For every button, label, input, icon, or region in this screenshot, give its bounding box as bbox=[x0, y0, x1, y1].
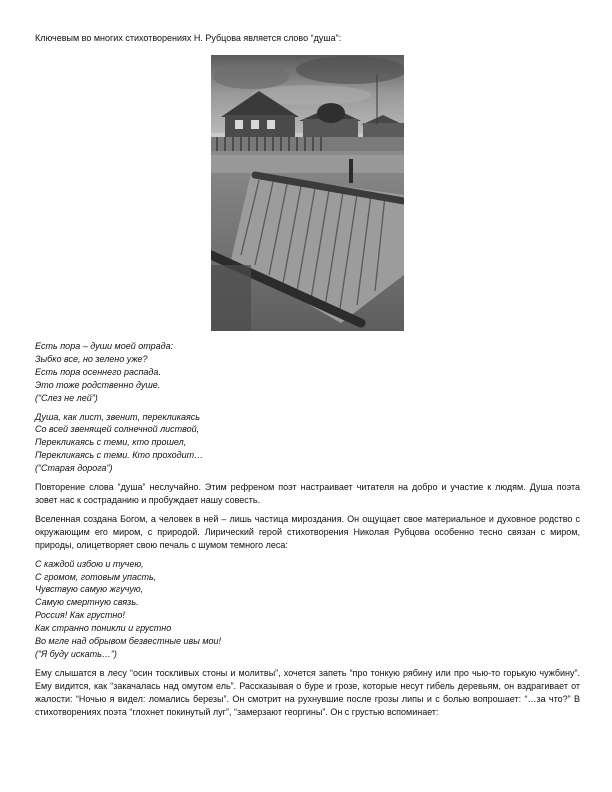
poem-staraya-doroga bbox=[35, 411, 580, 476]
verse-line: Это тоже родственно душе. bbox=[35, 379, 161, 390]
verse-line: Зыбко все, но зелено уже? bbox=[35, 353, 148, 364]
paragraph-forest: Ему слышатся в лесу “осин тоскливых стоны и молитвы”, хочется запеть “про тонкую рябину или про чью-то горькую чужбину”. Ему видится, как “закачалась над омутом ель”. Рассказывая о буре и грозе, которые несут гибель деревьям, он вздрагивает от жалости: “Ночью я видел: ломались березы”. Он смотрит на рухнувшие после грозы липы и с болью вопрошает: “…за что?” В стихотворениях поэта “глохнет покинутый луг”, “замерзают георгины”. Он с грустью вспоминает: bbox=[35, 667, 580, 717]
poem-ya-budu-iskat bbox=[35, 558, 580, 661]
verse-line: Есть пора – души моей отрада: bbox=[35, 341, 174, 351]
verse-line: Есть пора осеннего распада. bbox=[35, 366, 161, 377]
verse-line: Самую смертную связь. bbox=[35, 597, 139, 608]
verse-line: Во мгле над обрывом безвестные ивы мои! bbox=[35, 636, 222, 647]
verse-line: Душа, как лист, звенит, перекликаясь bbox=[35, 411, 201, 422]
verse-line: Россия! Как грустно! bbox=[35, 610, 125, 621]
verse-line: С громом, готовым упасть, bbox=[35, 571, 157, 582]
verse-line: Чувствую самую жгучую, bbox=[35, 584, 144, 595]
paragraph-universe: Вселенная создана Богом, а человек в ней – лишь частица мироздания. Он ощущает свое материальное и духовное родство с окружающим его миром, с природой. Лирический герой стихотворения Николая Рубцова особенно тесно связан с миром, природы, олицетворяет свою печаль с шумом темного леса: bbox=[35, 513, 580, 550]
verse-source: (“Я буду искать…”) bbox=[35, 648, 117, 659]
verse-line: Перекликаясь с теми. Кто проходит… bbox=[35, 450, 204, 461]
body-text bbox=[35, 340, 580, 724]
paragraph-refrain: Повторение слова “душа” неслучайно. Этим рефреном поэт настраивает читателя на добро и участие к людям. Душа поэта зовет нас к состраданию и пробуждает нашу совесть. bbox=[35, 482, 580, 505]
intro-text: Ключевым во многих стихотворениях Н. Рубцова является слово “душа”: bbox=[35, 33, 342, 43]
village-photo bbox=[211, 55, 404, 331]
verse-line: Как странно поникли и грустно bbox=[35, 623, 172, 634]
verse-source: (“Старая дорога”) bbox=[35, 463, 113, 474]
verse-source: (“Слез не лей”) bbox=[35, 392, 98, 403]
verse-line: Перекликаясь с теми, кто прошел, bbox=[35, 437, 187, 448]
verse-line: Со всей звенящей солнечной листвой, bbox=[35, 424, 200, 435]
verse-line: С каждой избою и тучею, bbox=[35, 558, 144, 569]
poem-slez-ne-lei bbox=[35, 340, 580, 405]
